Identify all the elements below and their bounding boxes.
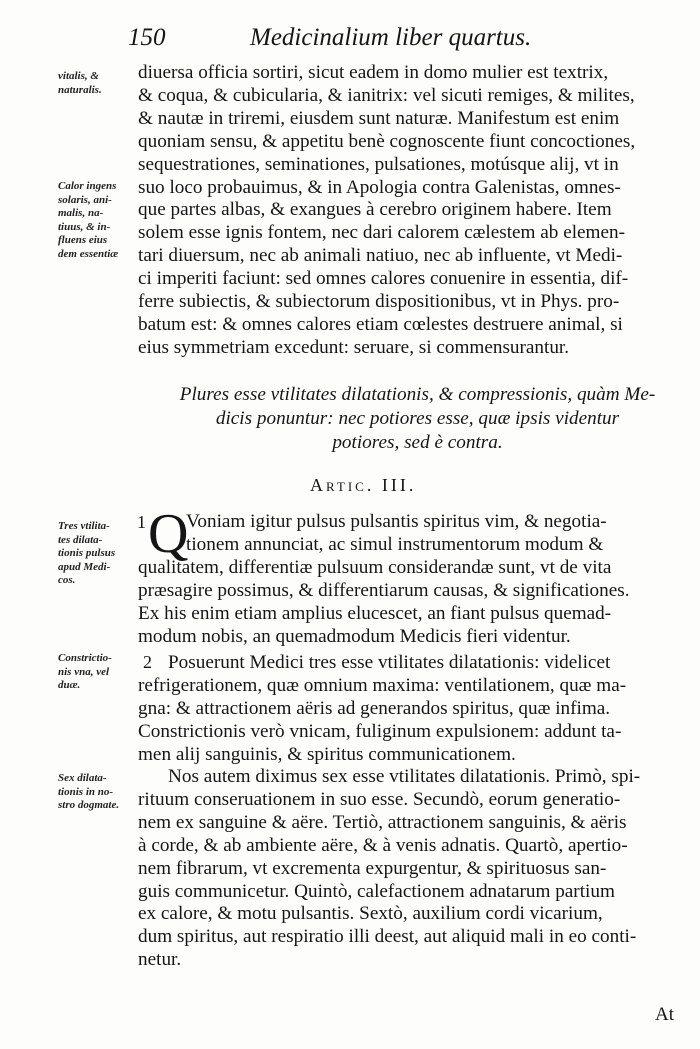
text-line: Voniam igitur pulsus pulsantis spiritus vim, & negotia-	[186, 511, 607, 532]
paragraph-number-2: 2	[143, 652, 152, 672]
margin-note-line: tionis in no-	[58, 785, 114, 798]
text-line: modum nobis, an quemadmodum Medicis fieri videntur.	[138, 625, 571, 647]
text-line: sequestrationes, seminationes, pulsationes, motúsque alij, vt in	[138, 153, 619, 175]
heading-line: Plures esse vtilitates dilatationis, & compressionis, quàm Me-	[179, 384, 656, 405]
text-line: tionem annunciat, ac simul instrumentorum modum &	[186, 533, 604, 555]
margin-note-line: tiuus, & in-	[58, 220, 111, 233]
text-line: Nos autem diximus sex esse vtilitates dilatationis. Primò, spi-	[168, 766, 641, 787]
text-line: eius symmetriam excedunt: seruare, si commensurantur.	[138, 336, 570, 358]
text-line: à corde, & ab ambiente aëre, & à venis adnatis. Quartò, apertio-	[138, 834, 628, 856]
article-label: Artic. III.	[310, 475, 417, 495]
text-line: tari diuersum, nec ab animali natiuo, nec ab influente, vt Medi-	[138, 245, 623, 267]
text-line: refrigerationem, quæ omnium maxima: ventilationem, quæ ma-	[138, 674, 627, 696]
margin-note-line: duæ.	[58, 679, 81, 692]
text-line: ferre subiectis, & subiectorum dispositionibus, vt in Phys. pro-	[138, 291, 620, 313]
margin-note-2	[58, 180, 142, 262]
page-number: 150	[128, 24, 166, 51]
text-line: quoniam sensu, & appetitu benè cognoscente fiunt concoctiones,	[138, 130, 636, 152]
margin-note-line: vitalis, &	[58, 70, 99, 82]
margin-note-line: malis, na-	[58, 207, 104, 220]
margin-note-5	[58, 772, 142, 813]
heading-line: dicis ponuntur: nec potiores esse, quæ ipsis videntur	[215, 408, 620, 429]
margin-note-line: stro dogmate.	[58, 799, 120, 812]
body-paragraph-3	[138, 652, 665, 767]
catchword: At	[655, 1004, 674, 1025]
margin-note-line: tionis pulsus	[58, 547, 116, 560]
margin-note-line: solaris, ani-	[58, 193, 112, 206]
margin-note-line: dem essentiæ	[58, 247, 119, 260]
margin-note-line: Calor ingens	[58, 180, 117, 192]
margin-note-line: Tres vtilita-	[58, 520, 110, 532]
text-line: qualitatem, differentiæ pulsuum considerandæ sunt, vt de vita	[138, 556, 612, 578]
margin-note-line: nis vna, vel	[58, 665, 110, 678]
text-line: ci imperiti faciunt: sed omnes calores conuenire in essentia, dif-	[138, 268, 629, 290]
running-title: Medicinalium liber quartus.	[250, 24, 532, 51]
section-heading	[165, 383, 670, 455]
text-line: solem esse ignis fontem, nec dari calorem cælestem ab elemen-	[138, 222, 625, 244]
margin-note-line: Sex dilata-	[58, 772, 107, 784]
text-line: gna: & attractionem aëris ad generandos spiritus, quæ infima.	[138, 697, 611, 719]
text-line: men alij sanguinis, & spiritus communicationem.	[138, 743, 516, 765]
text-line: netur.	[138, 949, 182, 971]
text-line: batum est: & omnes calores etiam cœlestes destruere animal, si	[138, 313, 623, 335]
text-line: nem ex sanguine & aëre. Tertiò, attractionem sanguinis, & aëris	[138, 811, 627, 833]
text-line: præsagire possimus, & differentiarum causas, & significationes.	[138, 579, 630, 601]
body-paragraph-4	[138, 766, 665, 972]
margin-note-1	[58, 70, 142, 97]
margin-note-line: cos.	[58, 574, 76, 587]
text-line: diuersa officia sortiri, sicut eadem in domo mulier est textrix,	[138, 62, 609, 83]
margin-note-line: fluens eius	[58, 234, 108, 247]
body-paragraph-1	[138, 62, 665, 360]
text-line: suo loco probauimus, & in Apologia contra Galenistas, omnes-	[138, 176, 621, 198]
text-line: que partes albas, & exangues à cerebro originem habere. Item	[138, 199, 612, 221]
margin-note-line: apud Medi-	[58, 560, 111, 573]
text-line: guis communicetur. Quintò, calefactionem adnatarum partium	[138, 880, 615, 902]
text-line: Posuerunt Medici tres esse vtilitates dilatationis: videlicet	[168, 652, 611, 673]
paragraph-number-1: 1	[137, 512, 146, 532]
body-paragraph-2	[138, 511, 665, 648]
text-line: nem fibrarum, vt excrementa expurgentur, & spirituosus san-	[138, 857, 607, 879]
text-line: ex calore, & motu pulsantis. Sextò, auxilium cordi vicarium,	[138, 903, 603, 925]
margin-note-line: tes dilata-	[58, 533, 103, 546]
text-line: & nautæ in triremi, eiusdem sunt naturæ. Manifestum est enim	[138, 107, 620, 129]
text-line: Ex his enim etiam amplius elucescet, an fiant pulsus quemad-	[138, 602, 612, 624]
text-line: rituum conseruationem in suo esse. Secundò, eorum generatio-	[138, 788, 621, 810]
margin-note-3	[58, 520, 142, 588]
margin-note-line: Constrictio-	[58, 652, 112, 664]
text-line: & coqua, & cubicularia, & ianitrix: vel sicuti remiges, & milites,	[138, 84, 635, 106]
margin-note-line: naturalis.	[58, 83, 102, 96]
text-line: Constrictionis verò vnicam, fuliginum expulsionem: addunt ta-	[138, 720, 622, 742]
heading-line: potiores, sed è contra.	[332, 432, 503, 453]
text-line: dum spiritus, aut respiratio illi deest, aut aliquid mali in eo conti-	[138, 926, 637, 948]
drop-cap: Q	[148, 503, 189, 565]
margin-note-4	[58, 652, 142, 693]
